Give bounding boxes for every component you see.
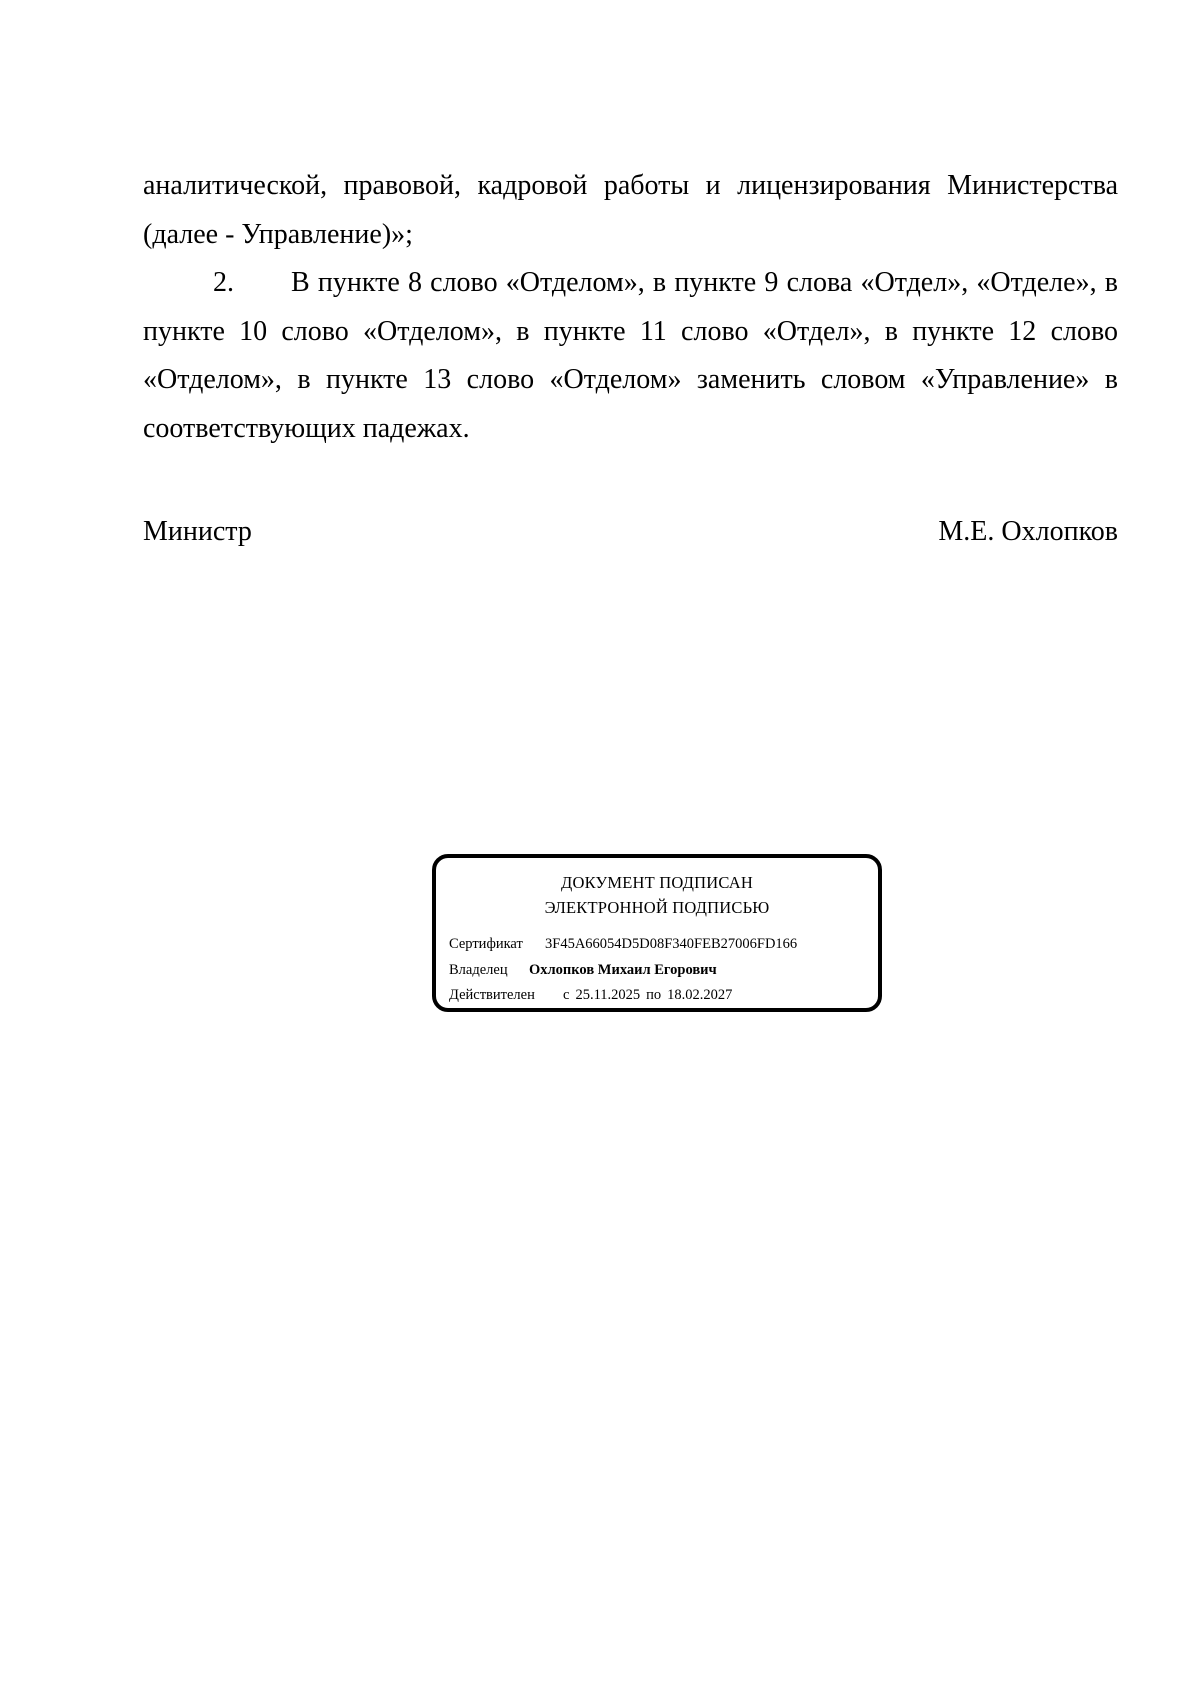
signer-name: М.Е. Охлопков bbox=[938, 516, 1118, 547]
item-text: В пункте 8 слово «Отделом», в пункте 9 слова «Отдел», «Отделе», в пункте 10 слово «Отделом», в пункте 11 слово «Отдел», в пункте 12 слово «Отделом», в пункте 13 слово «Отделом» заменить словом «Управление» в соответствующих падежах. bbox=[143, 267, 1118, 444]
valid-label: Действителен bbox=[449, 987, 535, 1003]
stamp-validity-row bbox=[449, 985, 732, 1005]
certificate-value: 3F45A66054D5D08F340FEB27006FD166 bbox=[545, 936, 798, 952]
valid-from-date: 25.11.2025 bbox=[575, 987, 641, 1003]
owner-value: Охлопков Михаил Егорович bbox=[529, 962, 717, 978]
signature-line bbox=[143, 508, 1118, 556]
stamp-owner-row bbox=[449, 960, 717, 980]
valid-to-prefix: по bbox=[646, 987, 662, 1003]
electronic-signature-stamp bbox=[432, 854, 882, 1012]
valid-from-prefix: с bbox=[563, 987, 570, 1003]
valid-to-date: 18.02.2027 bbox=[667, 987, 733, 1003]
stamp-title-line-2: ЭЛЕКТРОННОЙ ПОДПИСЬЮ bbox=[544, 898, 770, 917]
signer-position: Министр bbox=[143, 516, 252, 547]
paragraph-continuation: аналитической, правовой, кадровой работы и лицензирования Министерства (далее - Управление)»; bbox=[143, 170, 1118, 250]
stamp-certificate-row bbox=[449, 934, 797, 954]
stamp-title-line-1: ДОКУМЕНТ ПОДПИСАН bbox=[561, 873, 753, 892]
certificate-label: Сертификат bbox=[449, 936, 523, 952]
item-number: 2. bbox=[213, 267, 234, 298]
document-body bbox=[143, 162, 1118, 453]
numbered-item-2 bbox=[143, 259, 1118, 453]
stamp-title bbox=[436, 870, 878, 920]
owner-label: Владелец bbox=[449, 962, 508, 978]
